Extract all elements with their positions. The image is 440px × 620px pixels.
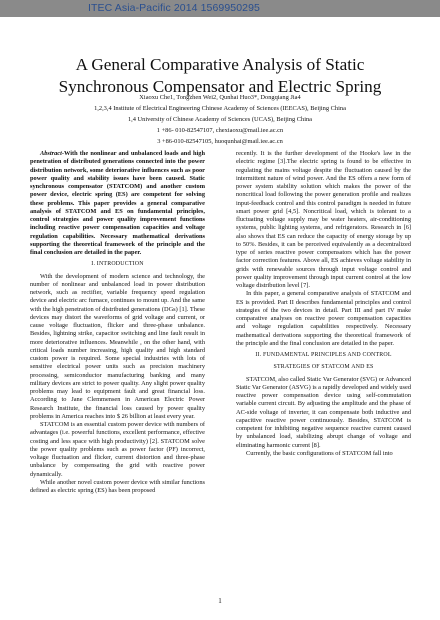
intro-paragraph-3: While another novel custom power device with similar functions defined as electric spring (ES) has been proposed	[30, 478, 205, 494]
conference-id-text: ITEC Asia-Pacific 2014 1569950295	[88, 2, 260, 14]
affiliation-1: 1,2,3,4 Institute of Electrical Engineering Chinese Academy of Sciences (IEECAS), Beijing China	[94, 105, 346, 112]
affiliation-2: 1,4 University of Chinese Academy of Sciences (UCAS), Beijing China	[127, 116, 313, 123]
title-line-1: A General Comparative Analysis of Static	[75, 54, 365, 74]
left-column	[30, 150, 205, 495]
right-paragraph-4: Currently, the basic configurations of STATCOM fall into	[246, 449, 393, 457]
conference-header-bar	[0, 0, 440, 17]
page-number: 1	[218, 597, 222, 605]
right-paragraph-1: recently. It is the further development of the Hooke's law in the electric regime [3].The electric spring is found to be effective in regulating the mains voltage despite the fluctuation caused by the intermittent nature of wind power. And the ES offers a new form of power system stability solution which makes the power of the noncritical load following the power generation profile and realizes input-feedback control and this control paradigm is needed in future smart power grid [4,5]. Noncritical load, which is tolerant to a fluctuating voltage supply may be water heaters, air-conditioning systems, public lighting systems, and refrigerators. Research in [6] also shows that ES can reduce the capacity of energy storage by up to 50%. Besides, it can be perceived equivalently as a decentralized type of series reactive power compensators which has the power factor correction features. Above all, ES achieves voltage stability in grids with renewable sources through input voltage control and power quality improvement through input current control at the low voltage distribution level [7].	[236, 150, 411, 289]
abstract	[30, 150, 205, 257]
paper-title	[0, 54, 440, 98]
section-2-heading: II. FUNDAMENTAL PRINCIPLES AND CONTROL	[255, 352, 392, 358]
right-column	[236, 150, 411, 458]
contact-1: 1 +86- 010-82547107, chexiaoxu@mail.iee.ac.cn	[156, 127, 284, 134]
section-2-subheading: STRATEGIES OF STATCOM AND ES	[273, 364, 374, 371]
intro-paragraph-2: STATCOM is an essential custom power device with numbers of advantages (i.e. powerful functions, excellent performance, effective costing and less space with high productivity) [2]. STATCOM solve the power quality problems such as power factor (PF) incorrect, voltage fluctuation and flicker, current distortion and three-phase unbalance by compensating the grid with reactive power dynamically.	[30, 421, 205, 478]
right-paragraph-2: In this paper, a general comparative analysis of STATCOM and ES is provided. Part II describes fundamental principles and control strategies of the two devices in detail. Part III and part IV make comparative analyses on reactive power compensation capacities and voltage regulation capabilities respectively. Necessary mathematical derivations supporting the theoretical framework of the principle and the final conclusion are detailed in the paper.	[236, 290, 411, 347]
title-line-2: Synchronous Compensator and Electric Spring	[58, 76, 382, 96]
abstract-label: Abstract	[40, 150, 62, 157]
intro-paragraph-1: With the development of modern science and technology, the number of nonlinear and unbalanced load in power distribution network, such as rectifier, variable frequency speed regulation device and electric arc furnace, continues to mount up. And the same with the high penetration of distributed generations (DGs) [1]. These devices may distort the waveforms of grid voltage and current, or cause voltage fluctuation, flicker and three-phase unbalance. Besides, lightning strike, capacitor switching and line fault result in more deteriorative influences. Meanwhile , on the other hand, with critical loads number increasing, high quality and high standard custom power is required. Some special industries with lots of sensitive electrical power units such as precision machinery processing, semiconductor manufacturing banking and many military devices are strict to power quality. Any slight power quality problems may lead to equipment fault and great financial loss. According to Jane Clemmensen in American Electric Power Research Institute, the financial loss caused by power quality problems in America reaches into $ 26 billion at least every year.	[30, 272, 205, 420]
right-paragraph-3: STATCOM, also called Static Var Generator (SVG) or Advanced Static Var Generator (ASVG) is a rapidly developed and widely used reactive power compensation device using self-commutation variable current circuit. By adjusting the amplitude and the phase of AC-side voltage of inverter, it can compensate both inductive and capacitive reactive power continuously. Besides, STATCOM is competent for inhibiting negative sequence reactive current caused by unbalanced load, stabilizing abrupt change of voltage and eliminating harmonic current [8].	[236, 375, 411, 449]
authors: Xiaoxu Che1, Tongzhen Wei2, Qunhai Huo3*, Dongqiang Jia4	[139, 94, 301, 101]
section-1-heading: I. INTRODUCTION	[91, 261, 144, 268]
contact-2: 3 +86-010-82547105, huoqunhai@mail.iee.ac.cn	[157, 138, 283, 145]
abstract-text: -With the nonlinear and unbalanced loads and high penetration of distributed generations connected into the power distribution network, some deteriorative influences such as poor power quality and stability issues have been caused. Static synchronous compensator (STATCOM) and another custom power device, electric spring (ES) are competent for solving these problems. This paper provides a general comparative analysis of STATCOM and ES on fundamental principles, control strategies and power quality improvement functions including reactive power compensation capacities and voltage regulation capabilities. Necessary mathematical derivations supporting the theoretical framework of the principle and the final conclusion are detailed in the paper.	[30, 150, 205, 256]
